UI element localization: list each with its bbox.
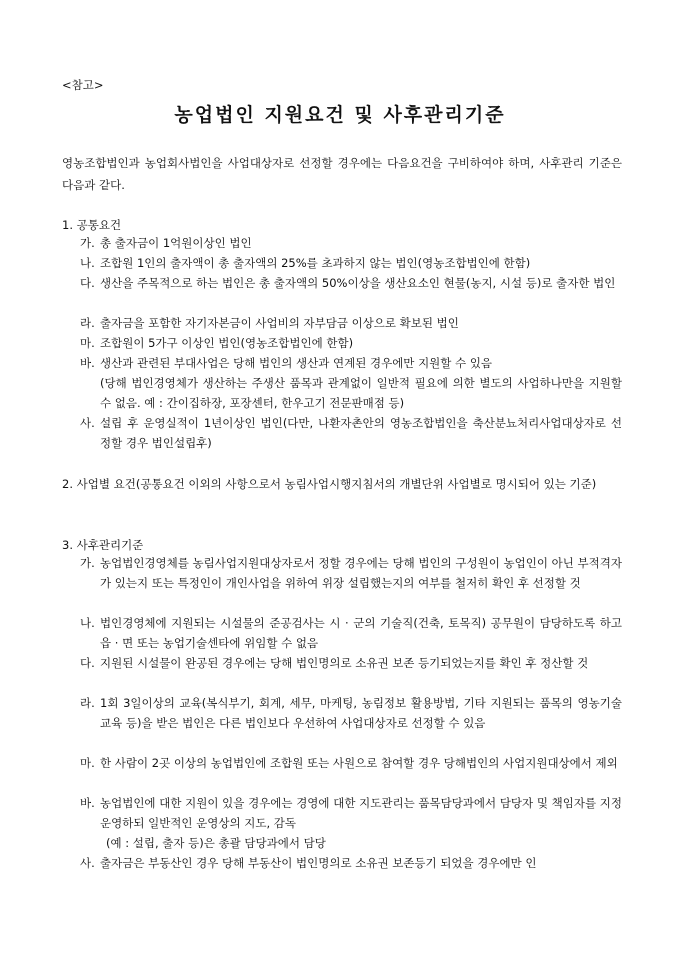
item-marker: 마.: [80, 756, 95, 770]
item-text: 조합원 1인의 출자액이 총 출자액의 25%를 초과하지 않는 법인(영농조합법인에 한함): [100, 256, 531, 270]
item-text: 1회 3일이상의 교육(복식부기, 회계, 세무, 마케팅, 농림정보 활용방법, 기타 지원되는 품목의 영농기술 교육 등)을 받은 법인은 다른 법인보다 우선하여 사업대상자로 선정할 수 있음: [100, 696, 622, 730]
section-heading-post-management: 3. 사후관리기준: [62, 538, 144, 552]
list-item: [62, 333, 622, 353]
list-item: [62, 693, 622, 753]
item-marker: 가.: [80, 236, 95, 250]
item-marker: 마.: [80, 336, 95, 350]
list-item: [62, 253, 622, 273]
item-text: 농업법인에 대한 지원이 있을 경우에는 경영에 대한 지도관리는 품목담당과에서 담당자 및 책임자를 지정 운영하되 일반적인 운영상의 지도, 감독: [100, 796, 622, 830]
list-item: [62, 553, 622, 613]
section-heading-text: 2. 사업별 요건(공통요건 이외의 사항으로서 농림사업시행지침서의 개별단위 사업별로 명시되어 있는 기준): [62, 477, 597, 491]
list-item: [62, 313, 622, 333]
item-text: 출자금은 부동산인 경우 당해 부동산이 법인명의로 소유권 보존등기 되었을 경우에만 인: [100, 856, 537, 870]
section-heading-common: 1. 공통요건: [62, 218, 122, 232]
list-item: [62, 793, 622, 833]
document-title: 농업법인 지원요건 및 사후관리기준: [174, 104, 506, 126]
item-text: 한 사람이 2곳 이상의 농업법인에 조합원 또는 사원으로 참여할 경우 당해법인의 사업지원대상에서 제외: [100, 756, 618, 770]
item-text: 조합원이 5가구 이상인 법인(영농조합법인에 한함): [100, 336, 354, 350]
list-item: [62, 613, 622, 653]
item-text: 법인경영체에 지원되는 시설물의 준공검사는 시 · 군의 기술직(건축, 토목직) 공무원이 담당하도록 하고 읍 · 면 또는 농업기술센타에 위임할 수 없음: [100, 616, 622, 650]
list-item: [62, 653, 622, 693]
item-marker: 라.: [80, 696, 95, 710]
item-marker: 다.: [80, 656, 95, 670]
list-item: [62, 233, 622, 253]
item-text: (당해 법인경영체가 생산하는 주생산 품목과 관계없이 일반적 필요에 의한 별도의 사업하나만을 지원할 수 없음. 예 : 간이집하장, 포장센터, 한우고기 전문판매점 등): [100, 376, 622, 410]
item-marker: 가.: [80, 556, 95, 570]
list-item: [62, 273, 622, 313]
item-marker: 나.: [80, 256, 95, 270]
item-text: 설립 후 운영실적이 1년이상인 법인(다만, 나환자촌안의 영농조합법인을 축산분뇨처리사업대상자로 선정할 경우 법인설립후): [100, 416, 622, 450]
list-item-note: [62, 373, 622, 413]
item-marker: 나.: [80, 616, 95, 630]
item-text: 생산과 관련된 부대사업은 당해 법인의 생산과 연계된 경우에만 지원할 수 있음: [100, 356, 493, 370]
item-text: (예 : 설립, 출자 등)은 총괄 담당과에서 담당: [106, 836, 326, 850]
intro-paragraph: 영농조합법인과 농업회사법인을 사업대상자로 선정할 경우에는 다음요건을 구비하여야 하며, 사후관리 기준은 다음과 같다.: [62, 156, 622, 192]
item-text: 총 출자금이 1억원이상인 법인: [100, 236, 252, 250]
item-marker: 라.: [80, 316, 95, 330]
item-marker: 바.: [80, 796, 95, 810]
item-text: 출자금을 포함한 자기자본금이 사업비의 자부담금 이상으로 확보된 법인: [100, 316, 459, 330]
item-marker: 다.: [80, 276, 95, 290]
list-item: [62, 353, 622, 373]
reference-label: <참고>: [62, 78, 104, 92]
section-heading-project: [62, 474, 622, 514]
list-item: [62, 753, 622, 793]
item-marker: 바.: [80, 356, 95, 370]
list-item: [62, 413, 622, 453]
item-text: 농업법인경영체를 농림사업지원대상자로서 정할 경우에는 당해 법인의 구성원이 농업인이 아닌 부적격자가 있는지 또는 특정인이 개인사업을 위하여 위장 설립했는지의 여부를 철저히 확인 후 선정할 것: [100, 556, 622, 590]
item-text: 지원된 시설물이 완공된 경우에는 당해 법인명의로 소유권 보존 등기되었는지를 확인 후 정산할 것: [100, 656, 589, 670]
list-item: [62, 853, 622, 873]
item-text: 생산을 주목적으로 하는 법인은 총 출자액의 50%이상을 생산요소인 현물(농지, 시설 등)로 출자한 법인: [100, 276, 616, 290]
item-marker: 사.: [80, 416, 95, 430]
list-item-note: [62, 833, 622, 853]
item-marker: 사.: [80, 856, 95, 870]
